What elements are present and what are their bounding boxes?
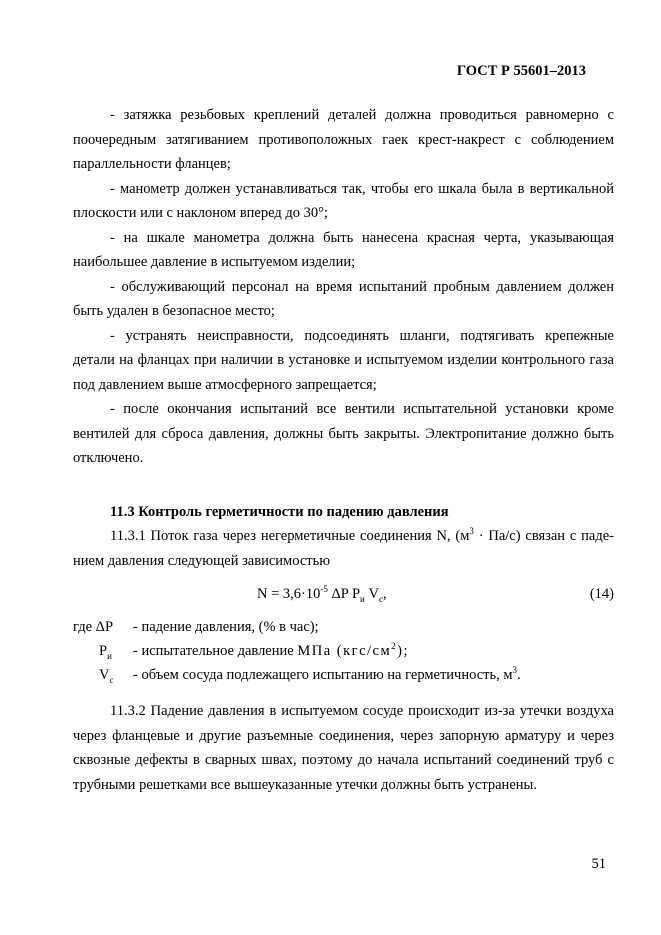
paragraph-11-3-1: 11.3.1 Поток газа через негерметичные соединения N, $(м^3 \cdot Па/с)$ связан с паде-нием давления следующей зависимостью <box>73 526 614 569</box>
bullet-6: - после окончания испытаний все вентили испытательной установки кроме вентилей для сброса давления, должны быть закрыты. Электропитание должно быть отключено. <box>73 401 614 466</box>
page-body <box>73 103 614 797</box>
definition-delta-p: где ΔP - падение давления, (% в час); <box>73 619 319 635</box>
formula-expression: $N = 3,6\cdot 10^{-5}$ ΔP $P_и$ $V_с$, <box>257 584 387 604</box>
definition-v-vessel: $V_с$ - объем сосуда подлежащего испытанию на герметичность, $м^3$. <box>99 665 521 685</box>
variable-definitions <box>73 615 614 687</box>
bullet-4: - обслуживающий персонал на время испытаний пробным давлением должен быть удален в безопасное место; <box>73 278 614 319</box>
bullet-3: - на шкале манометра должна быть нанесена красная черта, указывающая наибольшее давление в испытуемом изделии; <box>73 229 614 270</box>
bullet-1: - затяжка резьбовых креплений деталей должна проводиться равномерно с поочередным затягиванием противоположных гаек крест-накрест с соблюдением параллельности фланцев; <box>73 107 614 172</box>
section-heading: 11.3 Контроль герметичности по падению давления <box>110 503 449 520</box>
formula-14 <box>73 582 614 606</box>
document-header: ГОСТ Р 55601–2013 <box>456 63 586 79</box>
bullet-2: - манометр должен устанавливаться так, чтобы его шкала была в вертикальной плоскости или с наклоном вперед до 30°; <box>73 180 614 221</box>
equation-number: (14) <box>589 586 614 602</box>
bullet-5: - устранять неисправности, подсоединять шланги, подтягивать крепежные детали на фланцах при наличии в установке и испытуемом изделии контрольного газа под давлением выше атмосферного запрещается; <box>73 327 614 393</box>
definition-p-test: $P_и$ - испытательное давление МПа $(кгс/см^2)$; <box>99 641 410 661</box>
paragraph-11-3-2: 11.3.2 Падение давления в испытуемом сосуде происходит из-за утечки воздуха через фланцевые и другие разъемные соединения, через запорную арматуру и через сквозные дефекты в сварных швах, поэтому до начала испытаний соединений труб с трубными решетками все вышеуказанные утечки должны быть устранены. <box>73 703 614 793</box>
page-number: 51 <box>591 856 606 872</box>
